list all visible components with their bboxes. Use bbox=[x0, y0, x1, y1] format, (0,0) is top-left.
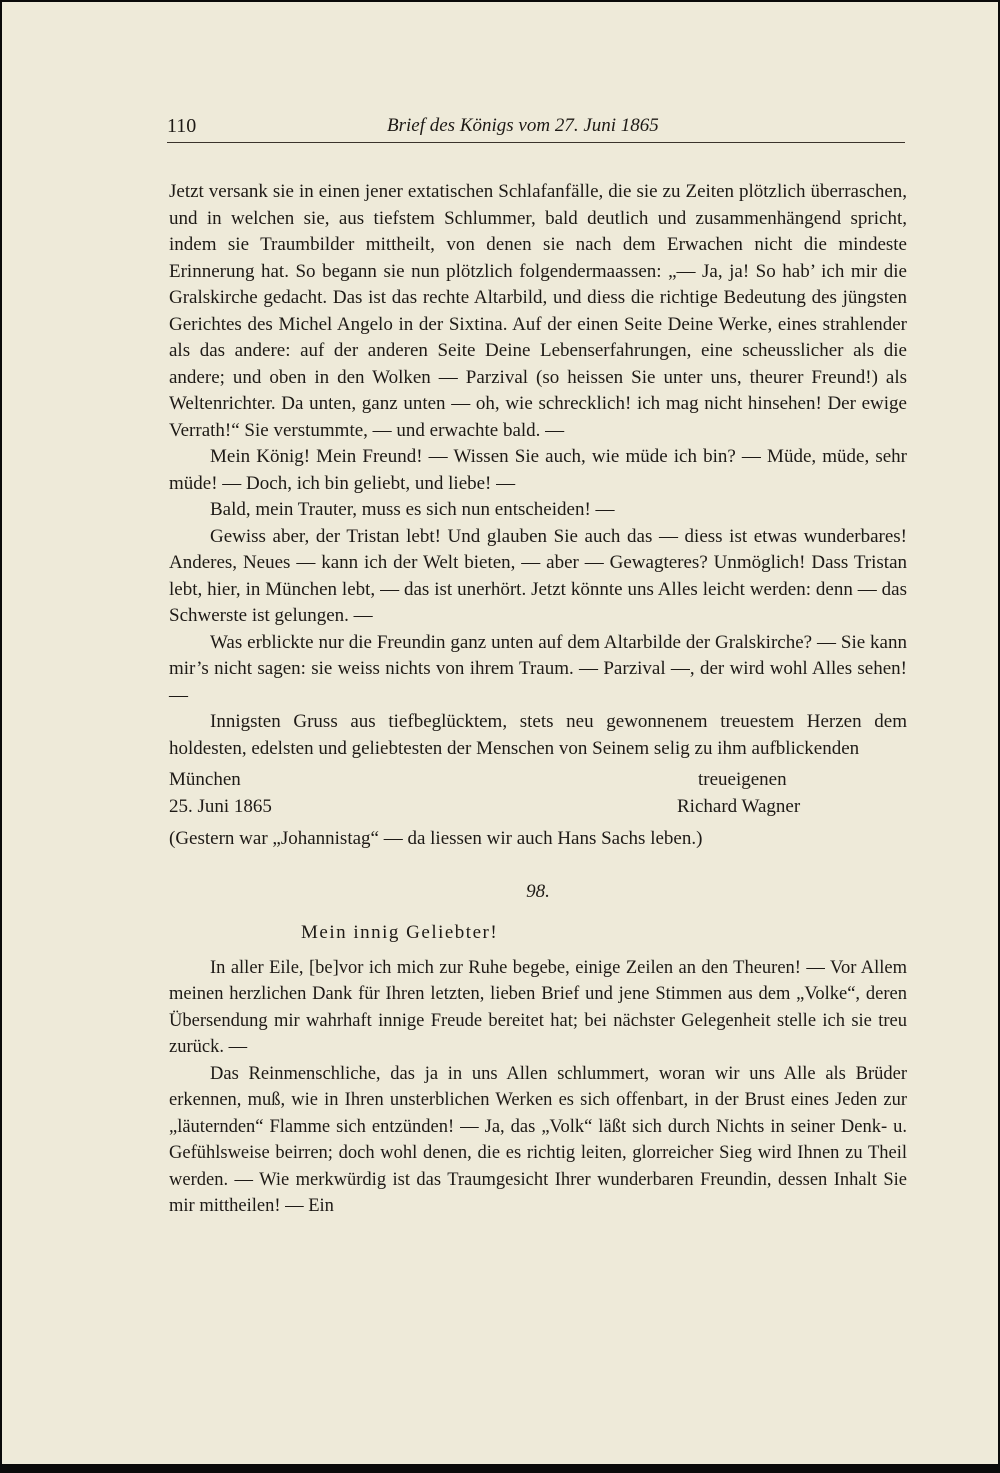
closing: treueigenen bbox=[698, 769, 787, 790]
book-page bbox=[2, 2, 998, 1464]
place: München bbox=[169, 769, 241, 790]
letter-signoff bbox=[169, 767, 907, 820]
paragraph: In aller Eile, [be]vor ich mich zur Ruhe begebe, einige Zeilen an den Theuren! — Vor Allem meinen herzlichen Dank für Ihren letzten, lieben Brief und jene Stimmen aus dem „Volke“, deren Übersendung mir wahrhaft innige Freude bereitet hat; bei nächster Gelegenheit stelle ich sie treu zurück. — bbox=[169, 957, 907, 1057]
running-head: Brief des Königs vom 27. Juni 1865 bbox=[387, 115, 659, 136]
letter-number: 98. bbox=[526, 880, 550, 902]
page-header bbox=[167, 112, 905, 143]
date: 25. Juni 1865 bbox=[169, 795, 272, 817]
place-date bbox=[169, 767, 272, 820]
body-text bbox=[169, 179, 907, 1220]
page-number: 110 bbox=[167, 115, 197, 137]
paragraph: Das Reinmenschliche, das ja in uns Allen schlummert, woran wir uns Alle als Brüder erkennen, muß, wie in Ihren unsterblichen Werken es sich offenbart, in der Brust eines Jeden zur „läuternden“ Flamme sich entzünden! — Ja, das „Volk“ läßt sich durch Nichts in seiner Denk- u. Gefühlsweise beirren; doch wohl denen, die es richtig leiten, glorreicher Sieg wird Ihnen zu Theil werden. — Wie merkwürdig ist das Traumgesicht Ihrer wunderbaren Freundin, dessen Inhalt Sie mir mittheilen! — Ein bbox=[169, 1063, 907, 1216]
fraktur-letter-text bbox=[169, 955, 907, 1220]
paragraph: Jetzt versank sie in einen jener extatischen Schlafanfälle, die sie zu Zeiten plötzlich überraschen, und in welchen sie, aus tiefstem Schlummer, bald deutlich und zusammenhängend spricht, indem sie Traumbilder mittheilt, von denen sie nach dem Erwachen nicht die mindeste Erinnerung hat. So begann sie nun plötzlich folgendermaassen: „— Ja, ja! So hab’ ich mir die Gralskirche gedacht. Das ist das rechte Altarbild, und diess die richtige Bedeutung des jüngsten Gerichtes des Michel Angelo in der Sixtina. Auf der einen Seite Deine Werke, eines strahlender als das andere: auf der anderen Seite Deine Lebenserfahrungen, eine scheusslicher als die andere; und oben in den Wolken — Parzival (so heissen Sie unter uns, theurer Freund!) als Weltenrichter. Da unten, ganz unten — oh, wie schrecklich! ich mag nicht hinsehen! Der ewige Verrath!“ Sie verstummte, — und erwachte bald. — bbox=[169, 181, 907, 441]
paragraph: Was erblickte nur die Freundin ganz unten auf dem Altarbilde der Gralskirche? — Sie kann mir’s nicht sagen: sie weiss nichts von ihrem Traum. — Parzival —, der wird wohl Alles sehen! — bbox=[169, 631, 907, 706]
signature: Richard Wagner bbox=[677, 795, 801, 817]
signature-block bbox=[677, 767, 800, 820]
paragraph: Bald, mein Trauter, muss es sich nun entscheiden! — bbox=[210, 499, 615, 520]
salutation: Mein innig Geliebter! bbox=[301, 922, 499, 943]
paragraph: Innigsten Gruss aus tiefbeglücktem, stets neu gewonnenem treuestem Herzen dem holdesten, edelsten und geliebtesten der Menschen von Seinem selig zu ihm aufblickenden bbox=[169, 711, 907, 759]
paragraph: Mein König! Mein Freund! — Wissen Sie auch, wie müde ich bin? — Müde, müde, sehr müde! — Doch, ich bin geliebt, und liebe! — bbox=[169, 446, 907, 494]
postscript: (Gestern war „Johannistag“ — da liessen wir auch Hans Sachs leben.) bbox=[169, 828, 703, 849]
paragraph: Gewiss aber, der Tristan lebt! Und glauben Sie auch das — diess ist etwas wunderbares! Anderes, Neues — kann ich der Welt bieten, — aber — Gewagteres? Unmöglich! Dass Tristan lebt, hier, in München lebt, — das ist unerhört. Jetzt könnte uns Alles leicht werden: denn — das Schwerste ist gelungen. — bbox=[169, 525, 907, 626]
